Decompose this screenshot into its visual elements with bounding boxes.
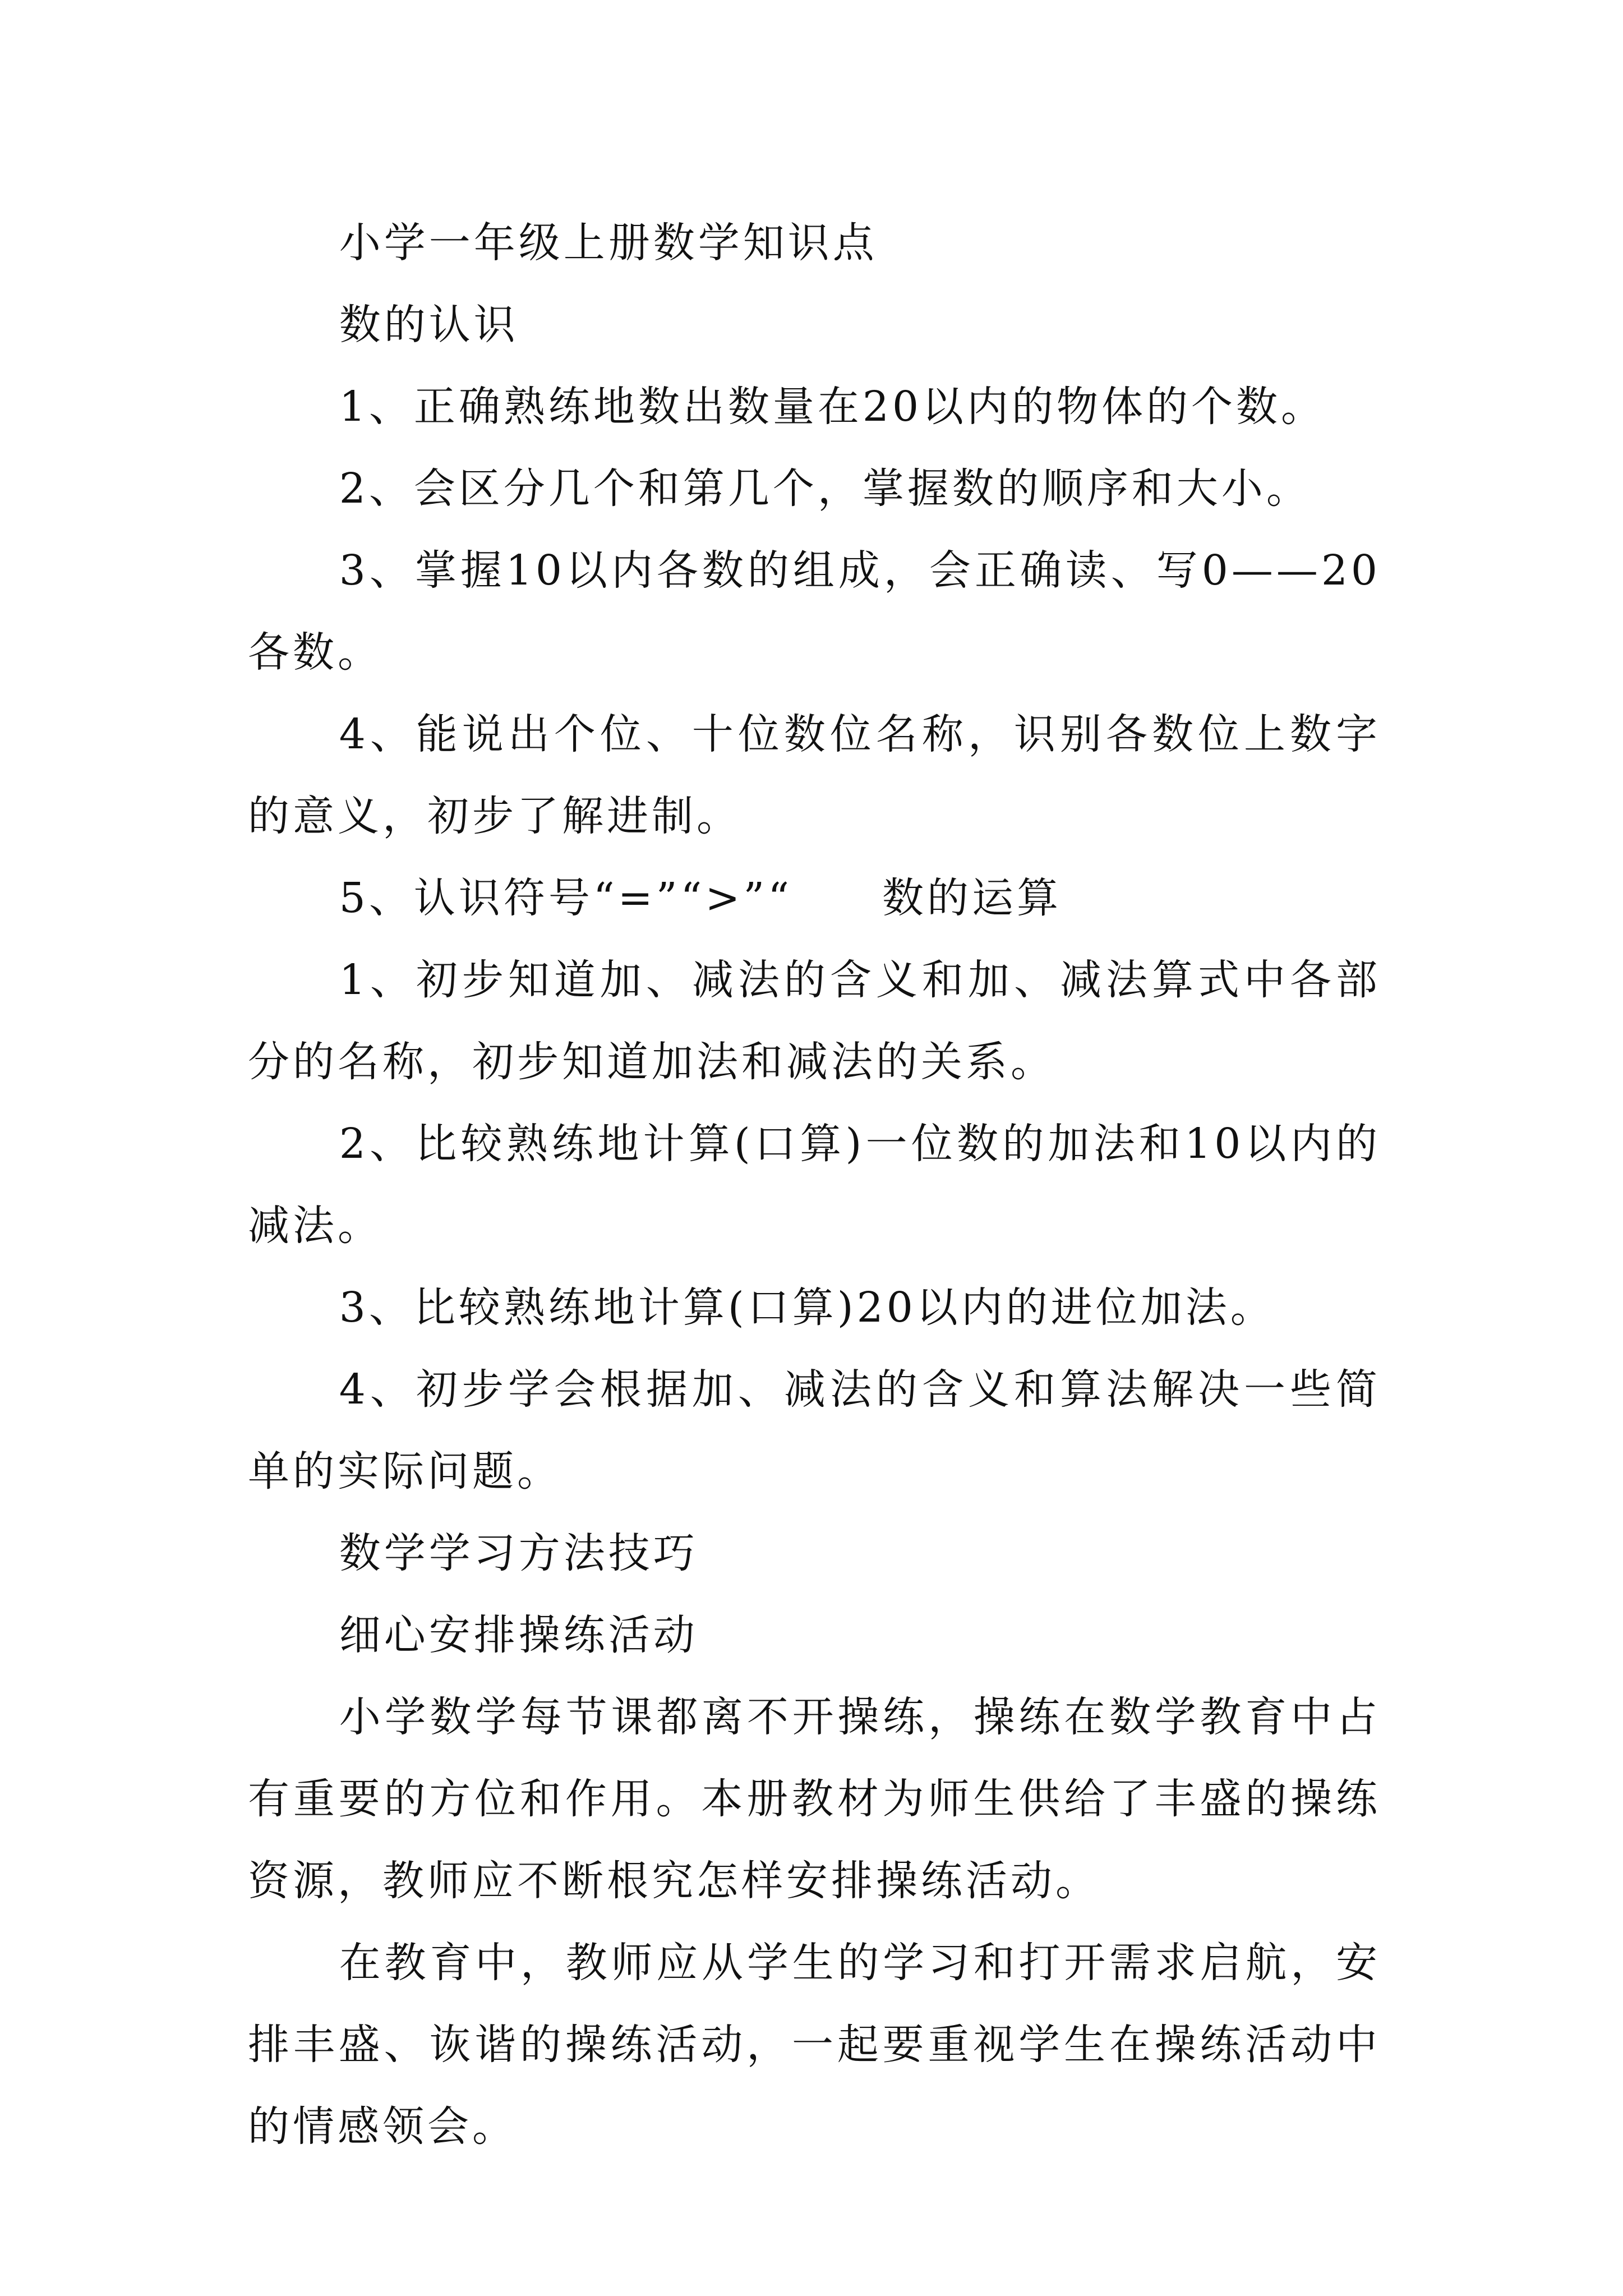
body-paragraph: 小学数学每节课都离不开操练，操练在数学教育中占有重要的方位和作用。本册教材为师生供给了丰盛的操练资源，教师应不断根究怎样安排操练活动。 — [248, 1693, 1381, 1905]
list-item: 2、比较熟练地计算(口算)一位数的加法和10以内的减法。 — [248, 1120, 1381, 1250]
list-item: 1、正确熟练地数出数量在20以内的物体的个数。 — [339, 383, 1326, 431]
list-item: 4、能说出个位、十位数位名称，识别各数位上数字的意义，初步了解进制。 — [248, 710, 1381, 840]
body-paragraph: 在教育中，教师应从学生的学习和打开需求启航，安排丰盛、诙谐的操练活动，一起要重视学生在操练活动中的情感领会。 — [248, 1939, 1381, 2151]
list-item: 3、比较熟练地计算(口算)20以内的进位加法。 — [339, 1283, 1275, 1332]
document-body — [248, 202, 1381, 2168]
section-heading: 数的认识 — [339, 301, 519, 349]
methods-heading: 数学学习方法技巧 — [339, 1529, 698, 1577]
list-item: 4、初步学会根据加、减法的含义和算法解决一些简单的实际问题。 — [248, 1365, 1381, 1496]
list-item: 2、会区分几个和第几个，掌握数的顺序和大小。 — [339, 464, 1311, 513]
list-item: 3、掌握10以内各数的组成，会正确读、写0——20各数。 — [248, 546, 1381, 677]
document-title: 小学一年级上册数学知识点 — [339, 219, 878, 267]
sub-heading: 细心安排操练活动 — [339, 1611, 698, 1659]
list-item: 1、初步知道加、减法的含义和加、减法算式中各部分的名称，初步知道加法和减法的关系。 — [248, 956, 1381, 1086]
list-item: 5、认识符号“=”“>”“ 数的运算 — [339, 874, 1062, 922]
